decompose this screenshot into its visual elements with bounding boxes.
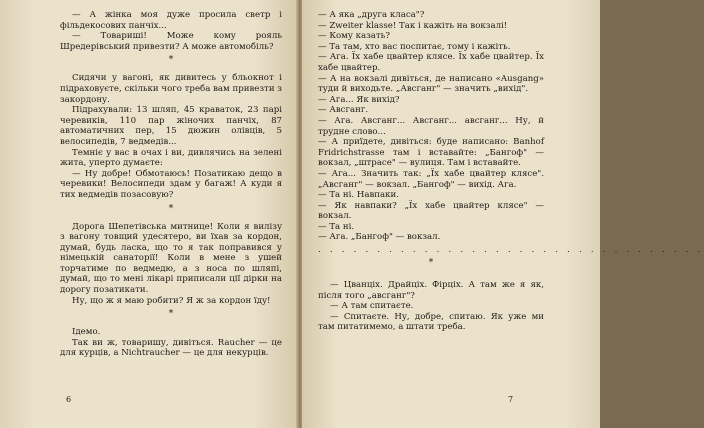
left-page [0, 0, 298, 428]
left-paragraph: Сидячи у вагоні, як дивитесь у бльокнот і підраховуєте, скільки чого треба вам привезти з закордону. [60, 73, 282, 105]
left-paragraph: Так ви ж, товаришу, дивіться. Raucher — це для курців, а Nichtraucher — це для некурців. [60, 337, 282, 359]
page-number-left: 6 [66, 395, 72, 404]
left-paragraph: — Ну добре! Обмотаюсь! Позатикаю дещо в черевики! Велосипеди здам у багаж! А куди я тих ведмедів позасовую? [60, 168, 282, 200]
left-paragraph: Дорога Шепетівська митнице! Коли я вилізу з вагону товщий удесятеро, ви їхав за кордон, думай, будь ласка, що то я так поправився у німецькій санаторії! Коли в мене з ушей торчатиме по ведмедю, а з носа по шляпі, думай, що то мені лікарі приписали ції дірки на дорогу позатикати. [60, 221, 282, 296]
right-text-column [318, 10, 704, 333]
right-paragraph: — Ага... Як вихід? [318, 94, 400, 105]
right-paragraph: — Ага. Їх хабе цвайтер клясе. Їх хабе цвайтер. Їх хабе цвайтер. [318, 52, 544, 73]
section-divider-star: * [428, 258, 434, 269]
right-paragraph: — Ага. Авсганг... Авсганг... авсганг... Ну, й трудне слово... [318, 115, 544, 137]
left-paragraph: — Товариші! Може кому рояль Шредерівський привезти? А може автомобіль? [60, 31, 282, 52]
ellipsis-dots: . . . . . . . . . . . . . . . . . . . . . . . . . . . . . . . . . [318, 245, 704, 256]
section-divider-star: * [168, 55, 174, 66]
right-paragraph: — Zweiter klasse! Так і кажіть на вокзалі! [318, 20, 508, 31]
left-paragraph: Ідемо. [72, 327, 101, 338]
section-divider-star: * [168, 309, 174, 320]
left-paragraph: Підрахували: 13 шляп, 45 краваток, 23 парі черевиків, 110 пар жіночих панчіх, 87 автоматичних пер, 15 дюжин олівців, 5 велосипедів, 7 ведмедів... [60, 105, 282, 147]
left-paragraph: — А жінка моя дуже просила светр і фільдекосових панчіх... [60, 10, 282, 31]
right-paragraph: — А приїдете, дивіться: буде написано: Banhof Fridrichstrasse там і вставайте: „Бангоф" — вокзал, „штрасе" — вулиця. Там і вставайте. [318, 137, 544, 169]
right-paragraph: — А на вокзалі дивіться, де написано «Ausgang» туди й виходьте. „Авсганг" — значить „вихід". [318, 73, 544, 95]
right-paragraph: — А яка „друга класа"? [318, 10, 425, 20]
left-paragraph: Темніє у вас в очах і ви, дивлячись на зелені жита, уперто думаєте: [60, 147, 282, 169]
right-paragraph: — Та ні. [318, 221, 355, 232]
right-paragraph: — Спитаєте. Ну, добре, спитаю. Як уже ми там питатимемо, а штати треба. [318, 311, 544, 333]
right-paragraph: — Авсганг. [318, 105, 369, 116]
right-page [302, 0, 704, 428]
left-paragraph: Ну, що ж я маю робити? Я ж за кордон їду! [72, 295, 271, 306]
right-paragraph: — А там спитаєте. [330, 301, 414, 312]
right-paragraph: — Як навпаки? „Їх хабе цвайтер клясе" — вокзал. [318, 200, 544, 222]
right-paragraph: — Кому казать? [318, 31, 390, 42]
right-paragraph: — Ага... Значить так: „Їх хабе цвайтер клясе". „Авсганг" — вокзал. „Бангоф" — вихід. Ага. [318, 168, 544, 190]
left-text-column [60, 10, 282, 359]
page-number-right: 7 [508, 395, 514, 404]
right-paragraph: — Ага. „Бангоф" — вокзал. [318, 232, 441, 243]
right-paragraph: — Та ні. Навпаки. [318, 190, 399, 201]
section-divider-star: * [168, 203, 174, 214]
right-paragraph: — Цванціх. Драйціх. Фірціх. А там же я як, після того „авсганг"? [318, 280, 544, 301]
right-paragraph: — Та там, хто вас поспитає, тому і кажіть. [318, 41, 511, 52]
